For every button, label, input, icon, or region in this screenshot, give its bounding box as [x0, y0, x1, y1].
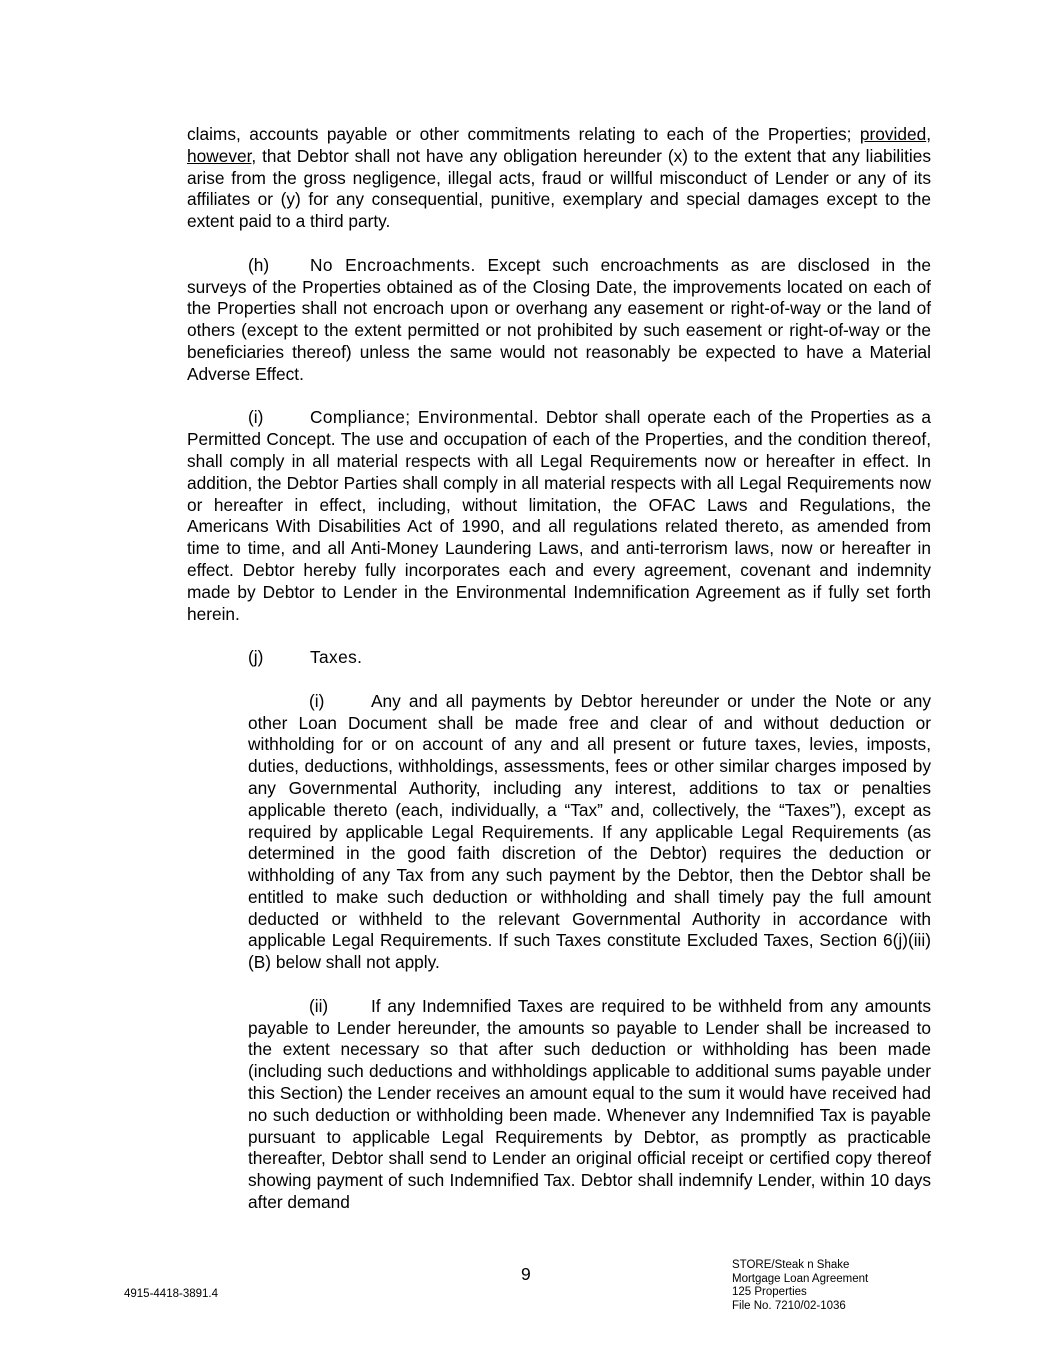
- section-h: (h) No Encroachments. Except such encroachments as are disclosed in the surveys of the Properties obtained as of the Closing Date, the improvements located on each of the Properties shall not encroach upon or overhang any easement or right-of-way or the land of others (except to the extent permitted or not prohibited by such easement or right-of-way or the beneficiaries thereof) unless the same would not reasonably be expected to have a Material Adverse Effect.: [187, 254, 931, 384]
- footer-line: Mortgage Loan Agreement: [732, 1272, 869, 1285]
- section-j-i-label: (i): [309, 690, 325, 711]
- section-j-ii: (ii) If any Indemnified Taxes are required to be withheld from any amounts payable to Lender hereunder, the amounts so payable to Lender shall be increased to the extent necessary so that after such deduction or withholding has been made (including such deductions and withholdings applicable to additional sums payable under this Section) the Lender receives an amount equal to the sum it would have received had no such deduction or withholding been made. Whenever any Indemnified Tax is payable pursuant to applicable Legal Requirements by Debtor, as promptly as practicable thereafter, Debtor shall send to Lender an original official receipt or certified copy thereof showing payment of such Indemnified Tax. Debtor shall indemnify Lender, within 10 days after demand: [248, 995, 931, 1213]
- section-j-heading: Taxes.: [310, 647, 363, 668]
- footer-line: STORE/Steak n Shake: [732, 1259, 850, 1271]
- document-id: 4915-4418-3891.4: [124, 1288, 218, 1300]
- section-i-heading: Compliance; Environmental.: [310, 407, 539, 428]
- section-i-label: (i): [248, 407, 264, 428]
- provided-term: provided: [859, 124, 927, 144]
- section-j: [187, 647, 931, 669]
- section-i: (i) Compliance; Environmental. Debtor shall operate each of the Properties as a Permitted Concept. The use and occupation of each of the Properties, and the condition thereof, shall comply in all material respects with all Legal Requirements now or hereafter in effect. In addition, the Debtor Parties shall comply in all material respects with all Legal Requirements now or hereafter in effect, including, without limitation, the OFAC Laws and Regulations, the Americans With Disabilities Act of 1990, and all regulations related thereto, as amended from time to time, and all Anti-Money Laundering Laws, and anti-terrorism laws, now or hereafter in effect. Debtor hereby fully incorporates each and every agreement, covenant and indemnity made by Debtor to Lender in the Environmental Indemnification Agreement as if fully set forth herein.: [187, 407, 931, 624]
- document-body: [187, 124, 931, 1214]
- footer-reference: [732, 1259, 868, 1313]
- section-j-label: (j): [248, 647, 264, 668]
- section-h-heading: No Encroachments.: [310, 254, 476, 275]
- section-j-ii-label: (ii): [309, 995, 329, 1016]
- section-h-label: (h): [248, 254, 270, 275]
- page-number: 9: [521, 1264, 531, 1284]
- however-term: however: [187, 145, 252, 166]
- footer-line: 125 Properties: [732, 1286, 807, 1299]
- section-j-i: (i) Any and all payments by Debtor hereunder or under the Note or any other Loan Document shall be made free and clear of and without deduction or withholding for or on account of any and all present or future taxes, levies, imposts, duties, deductions, withholdings, assessments, fees or other similar charges imposed by any Governmental Authority, including any interest, additions to tax or penalties applicable thereto (each, individually, a “Tax” and, collectively, the “Taxes”), except as required by applicable Legal Requirements. If any applicable Legal Requirements (as determined in the good faith discretion of the Debtor) requires the deduction or withholding of any Tax from any such payment by the Debtor, then the Debtor shall be entitled to make such deduction or withholding and shall timely pay the full amount deducted or withheld to the relevant Governmental Authority in accordance with applicable Legal Requirements. If such Taxes constitute Excluded Taxes, Section 6(j)(iii)(B) below shall not apply.: [248, 690, 931, 973]
- footer-line: File No. 7210/02-1036: [732, 1299, 846, 1312]
- paragraph-g-continuation: claims, accounts payable or other commitments relating to each of the Properties; provided, however, that Debtor shall not have any obligation hereunder (x) to the extent that any liabilities arise from the gross negligence, illegal acts, fraud or willful misconduct of Lender or any of its affiliates or (y) for any consequential, punitive, exemplary and special damages except to the extent paid to a third party.: [187, 124, 931, 232]
